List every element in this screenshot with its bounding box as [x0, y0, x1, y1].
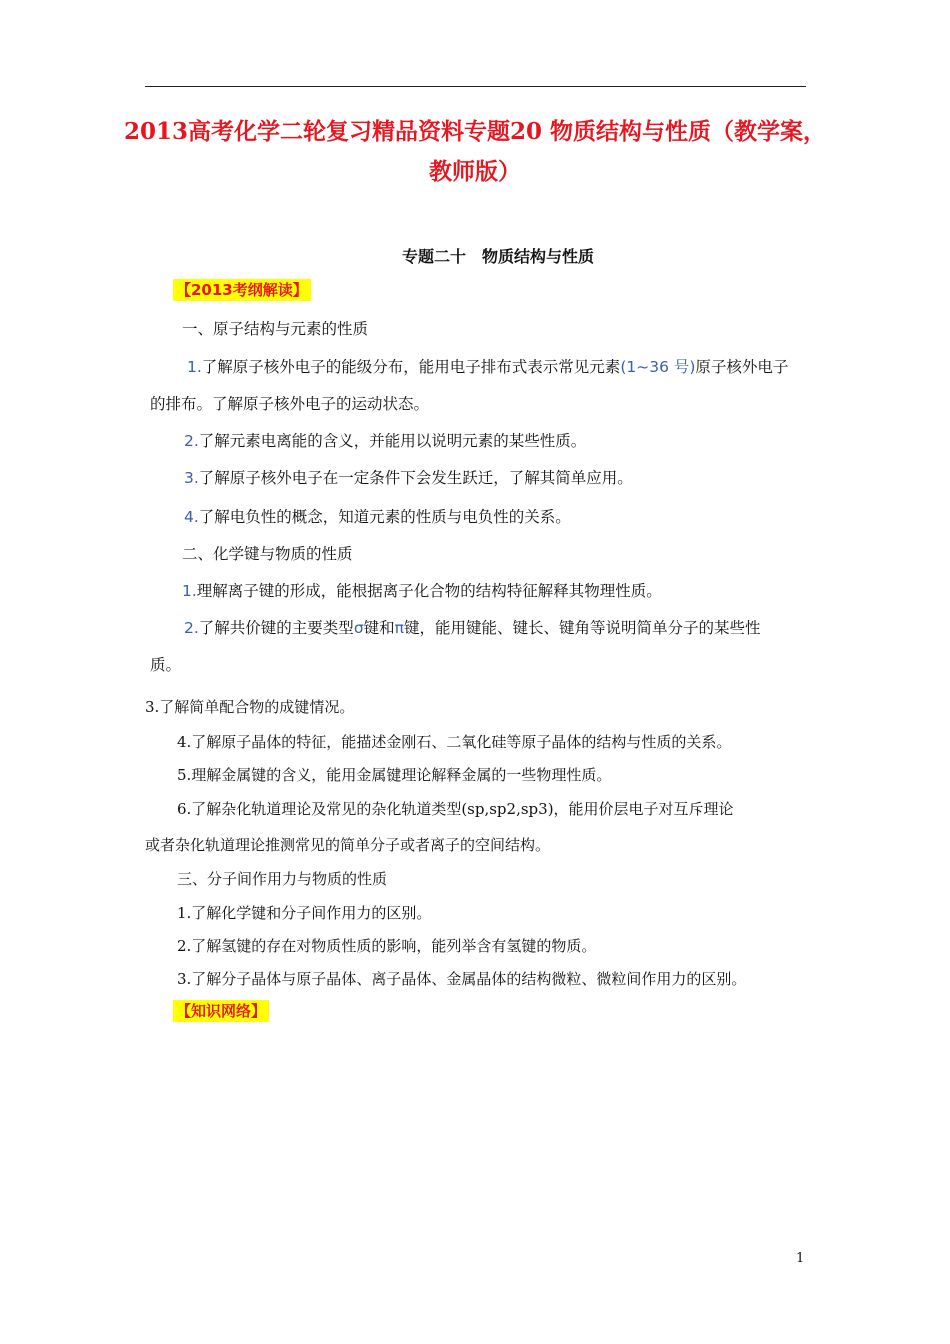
item-number: 1. [182, 582, 197, 600]
item-text: 键和 [363, 619, 395, 637]
element-range: (1~36 号) [620, 358, 696, 376]
sigma-symbol: σ [353, 619, 364, 637]
page-number: 1 [796, 1251, 805, 1266]
section-2-item-4: 4.了解原子晶体的特征，能描述金刚石、二氧化硅等原子晶体的结构与性质的关系。 [177, 733, 732, 751]
section-2-heading: 二、化学键与物质的性质 [182, 545, 353, 563]
item-text: 了解原子核外电子的能级分布，能用电子排布式表示常见元素 [201, 358, 621, 376]
section-2-item-2-continued: 质。 [150, 656, 182, 674]
header-rule [145, 86, 806, 87]
section-1-item-3 [184, 467, 633, 489]
title-line-2: 教师版） [429, 158, 521, 185]
section-1-heading: 一、原子结构与元素的性质 [182, 320, 369, 338]
item-number: 2. [184, 432, 199, 450]
item-number: 1. [187, 358, 202, 376]
section-2-item-2 [184, 617, 761, 639]
title-line-1: 2013高考化学二轮复习精品资料专题20 物质结构与性质（教学案， [123, 118, 827, 145]
item-text-end: 原子核外电子 [695, 358, 789, 376]
section-1-item-4 [184, 506, 571, 528]
item-text: 了解原子核外电子在一定条件下会发生跃迁，了解其简单应用。 [198, 469, 633, 487]
section-1-item-2 [184, 430, 586, 452]
section-2-item-3: 3.了解简单配合物的成键情况。 [145, 698, 355, 716]
item-text: 了解元素电离能的含义，并能用以说明元素的某些性质。 [198, 432, 587, 450]
section-3-heading: 三、分子间作用力与物质的性质 [177, 870, 388, 888]
section-2-item-6: 6.了解杂化轨道理论及常见的杂化轨道类型(sp,sp2,sp3)，能用价层电子对互斥理论 [177, 800, 734, 818]
item-text-end: 键，能用键能、键长、键角等说明简单分子的某些性 [404, 619, 761, 637]
section-2-item-5: 5.理解金属键的含义，能用金属键理论解释金属的一些物理性质。 [177, 766, 612, 784]
item-number: 3. [184, 469, 199, 487]
document-title [120, 112, 830, 192]
section-2-item-1 [182, 580, 662, 602]
section-1-item-1 [187, 356, 788, 378]
section-1-item-1-continued: 的排布。了解原子核外电子的运动状态。 [150, 395, 430, 413]
knowledge-network-tag: 【知识网络】 [173, 1000, 269, 1022]
item-number: 4. [184, 508, 199, 526]
syllabus-tag: 【2013考纲解读】 [173, 279, 311, 301]
section-3-item-2: 2.了解氢键的存在对物质性质的影响，能列举含有氢键的物质。 [177, 937, 597, 955]
section-3-item-3: 3.了解分子晶体与原子晶体、离子晶体、金属晶体的结构微粒、微粒间作用力的区别。 [177, 970, 747, 988]
item-text: 了解电负性的概念，知道元素的性质与电负性的关系。 [198, 508, 571, 526]
topic-subtitle: 专题二十 物质结构与性质 [401, 247, 594, 266]
item-text: 了解共价键的主要类型 [198, 619, 354, 637]
pi-symbol: π [394, 619, 404, 637]
item-number: 2. [184, 619, 199, 637]
item-text: 理解离子键的形成，能根据离子化合物的结构特征解释其物理性质。 [196, 582, 662, 600]
section-2-item-6-continued: 或者杂化轨道理论推测常见的简单分子或者离子的空间结构。 [145, 836, 551, 854]
section-3-item-1: 1.了解化学键和分子间作用力的区别。 [177, 904, 432, 922]
